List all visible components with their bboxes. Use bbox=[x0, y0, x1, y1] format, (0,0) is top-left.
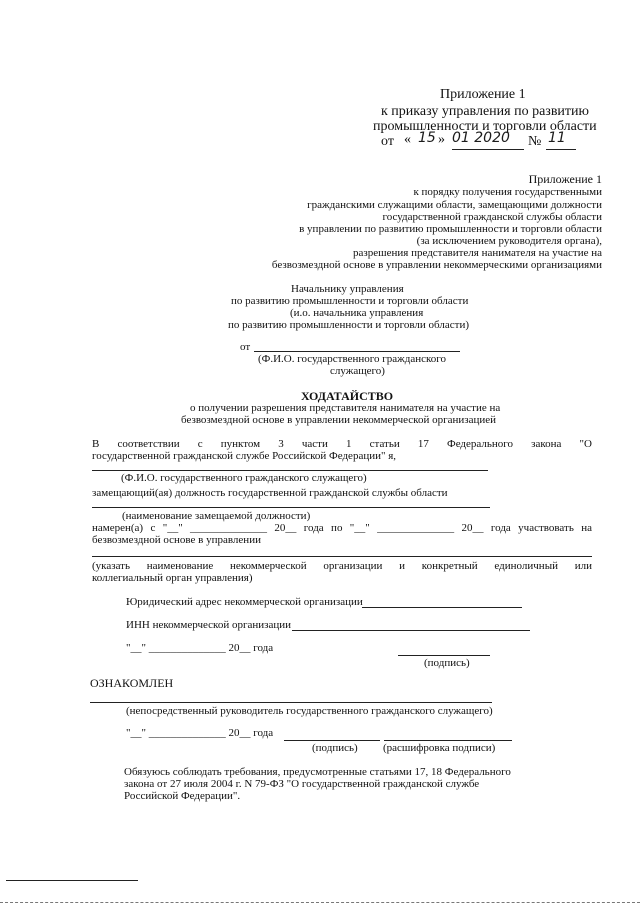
obligation-line-1: Обязуюсь соблюдать требования, предусмотренные статьями 17, 18 Федерального bbox=[124, 766, 511, 778]
legal-address-label: Юридический адрес некоммерческой организации bbox=[126, 596, 363, 608]
order-quote-open: « bbox=[404, 132, 411, 147]
addressee-line: (и.о. начальника управления bbox=[290, 307, 424, 319]
supervisor-signature-caption: (подпись) bbox=[312, 742, 358, 754]
order-date-underline bbox=[452, 149, 524, 150]
acknowledged-label: ОЗНАКОМЛЕН bbox=[90, 676, 174, 690]
order-number-underline bbox=[546, 149, 576, 150]
organization-input-line[interactable] bbox=[92, 556, 592, 557]
inner-appendix-line: государственной гражданской службы области bbox=[382, 211, 602, 223]
supervisor-decode-line[interactable] bbox=[384, 740, 512, 741]
addressee-line: по развитию промышленности и торговли области) bbox=[228, 319, 469, 331]
supervisor-caption: (непосредственный руководитель государственного гражданского служащего) bbox=[126, 705, 493, 717]
position-caption: (наименование замещаемой должности) bbox=[122, 510, 311, 522]
supervisor-signature-line[interactable] bbox=[284, 740, 380, 741]
appendix-line-2: промышленности и торговли области bbox=[373, 119, 597, 134]
order-from-label: от bbox=[381, 134, 394, 149]
order-number-label: № bbox=[528, 134, 542, 149]
order-quote-close: » bbox=[438, 132, 445, 147]
inner-appendix-line: разрешения представителя нанимателя на участие на bbox=[353, 247, 602, 259]
petition-subtitle-1: о получении разрешения представителя нанимателя на участие на bbox=[190, 402, 501, 414]
applicant-signature-line[interactable] bbox=[398, 655, 490, 656]
applicant-date-line: "__" ______________ 20__ года bbox=[126, 642, 274, 654]
addressee-fio-line[interactable] bbox=[254, 351, 460, 352]
order-day-handwritten: 15 bbox=[418, 130, 436, 146]
fio-caption: (Ф.И.О. государственного гражданского служащего) bbox=[121, 472, 367, 484]
scan-edge-artifact bbox=[0, 902, 640, 903]
inn-label: ИНН некоммерческой организации bbox=[126, 619, 292, 631]
law-line-1: В соответствии с пунктом 3 части 1 статьи 17 Федерального закона "О bbox=[92, 438, 592, 450]
addressee-line: Начальнику управления bbox=[291, 283, 404, 295]
position-text: замещающий(ая) должность государственной гражданской службы области bbox=[92, 487, 448, 499]
legal-address-input-line[interactable] bbox=[362, 607, 522, 608]
inner-appendix-title: Приложение 1 bbox=[528, 172, 602, 186]
inner-appendix-line: (за исключением руководителя органа), bbox=[416, 235, 602, 247]
appendix-title: Приложение 1 bbox=[440, 87, 526, 102]
obligation-line-3: Российской Федерации". bbox=[124, 790, 241, 802]
law-line-2: государственной гражданской службе Российской Федерации" я, bbox=[92, 450, 397, 462]
org-caption-1: (указать наименование некоммерческой организации и конкретный единоличный или bbox=[92, 560, 592, 572]
order-date-handwritten: 01 2020 bbox=[452, 130, 510, 146]
petition-title: ХОДАТАЙСТВО bbox=[301, 389, 394, 403]
supervisor-input-line[interactable] bbox=[90, 702, 492, 703]
addressee-from-label: от bbox=[240, 341, 251, 353]
intend-line: намерен(а) с "__" ______________ 20__ года по "__" ______________ 20__ года участвовать на bbox=[92, 522, 592, 534]
addressee-caption-2: служащего) bbox=[330, 365, 385, 377]
inner-appendix-line: безвозмездной основе в управлении некоммерческими организациями bbox=[271, 259, 602, 271]
supervisor-decode-caption: (расшифровка подписи) bbox=[383, 742, 496, 754]
inner-appendix-line: в управлении по развитию промышленности и торговли области bbox=[299, 223, 602, 235]
obligation-line-2: закона от 27 июля 2004 г. N 79-ФЗ "О государственной гражданской службе bbox=[124, 778, 480, 790]
order-number-handwritten: 11 bbox=[548, 130, 566, 146]
inner-appendix-line: к порядку получения государственными bbox=[413, 186, 602, 198]
inner-appendix-line: гражданскими служащими области, замещающими должности bbox=[307, 199, 602, 211]
position-input-line[interactable] bbox=[92, 507, 490, 508]
fio-input-line[interactable] bbox=[92, 470, 488, 471]
intend-line-2: безвозмездной основе в управлении bbox=[92, 534, 261, 546]
org-caption-2: коллегиальный орган управления) bbox=[92, 572, 253, 584]
supervisor-date-line: "__" ______________ 20__ года bbox=[126, 727, 274, 739]
addressee-caption-1: (Ф.И.О. государственного гражданского bbox=[258, 353, 447, 365]
addressee-line: по развитию промышленности и торговли области bbox=[231, 295, 469, 307]
appendix-line-1: к приказу управления по развитию bbox=[381, 104, 589, 119]
footnote-separator bbox=[6, 880, 138, 881]
applicant-signature-caption: (подпись) bbox=[424, 657, 470, 669]
inn-input-line[interactable] bbox=[292, 630, 530, 631]
petition-subtitle-2: безвозмездной основе в управлении некоммерческой организацией bbox=[181, 414, 497, 426]
